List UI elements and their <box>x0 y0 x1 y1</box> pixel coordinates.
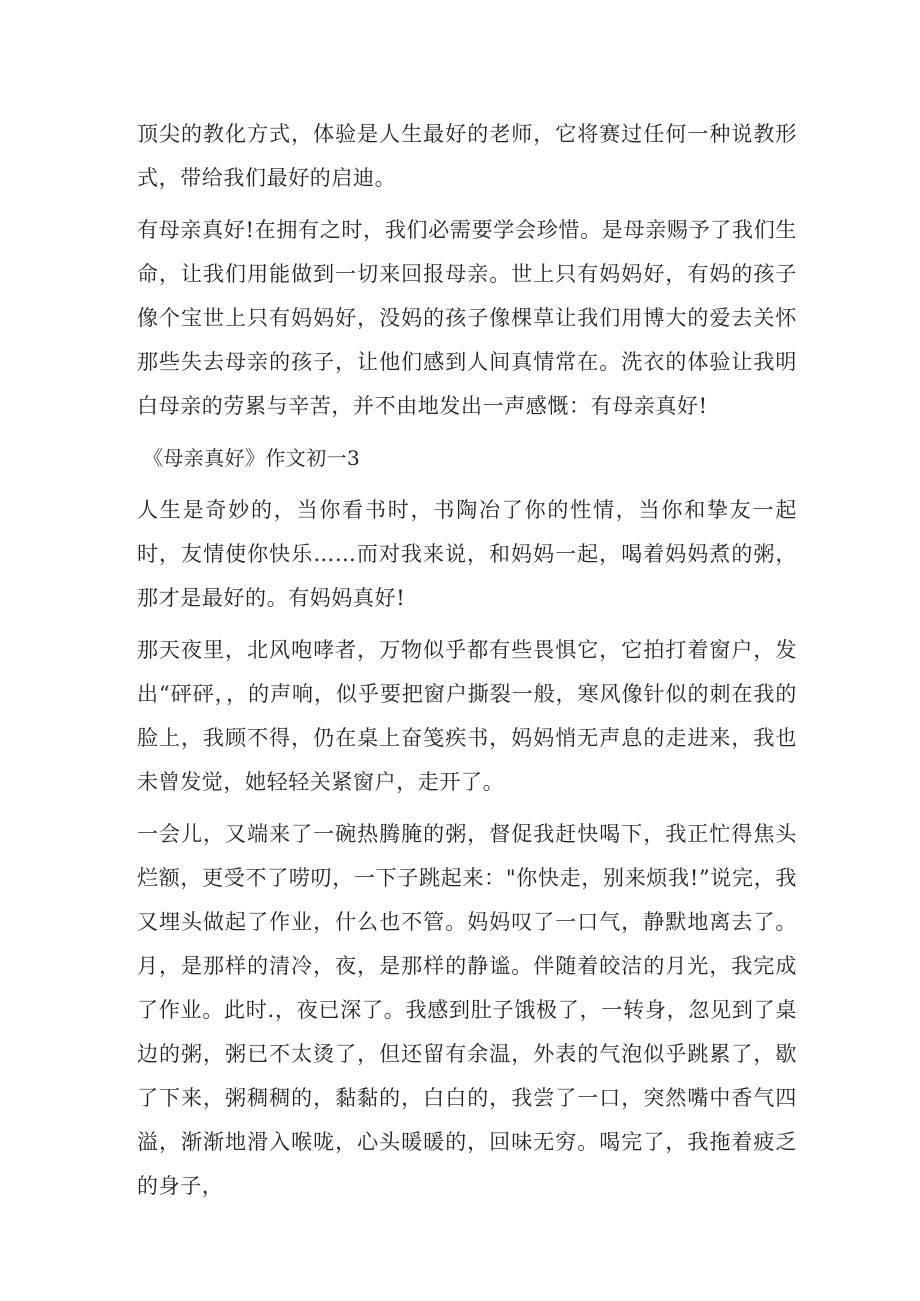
paragraph-3: 人生是奇妙的，当你看书时，书陶冶了你的性情，当你和挚友一起时，友情使你快乐……而对我来说，和妈妈一起，喝着妈妈煮的粥，那才是最好的。有妈妈真好! <box>137 498 797 610</box>
paragraph-2: 有母亲真好!在拥有之时，我们必需要学会珍惜。是母亲赐予了我们生命，让我们用能做到一切来回报母亲。世上只有妈妈好，有妈的孩子像个宝世上只有妈妈好，没妈的孩子像棵草让我们用博大的爱去关怀那些失去母亲的孩子，让他们感到人间真情常在。洗衣的体验让我明白母亲的劳累与辛苦，并不由地发出一声感慨：有母亲真好! <box>137 218 797 418</box>
paragraph-1: 顶尖的教化方式，体验是人生最好的老师，它将赛过任何一种说教形式，带给我们最好的启迪。 <box>137 122 797 190</box>
paragraph-4: 那天夜里，北风咆哮者，万物似乎都有些畏惧它，它拍打着窗户，发出“砰砰，，的声响，似乎要把窗户撕裂一般，寒风像针似的刺在我的脸上，我顾不得，仍在桌上奋笺疾书，妈妈悄无声息的走进来，我也未曾发觉，她轻轻关紧窗户，走开了。 <box>137 638 797 794</box>
paragraph-5: 一会儿，又端来了一碗热腾腌的粥，督促我赶快喝下，我正忙得焦头烂额，更受不了唠叨，一下子跳起来："你快走，别来烦我!”说完，我又埋头做起了作业，什么也不管。妈妈叹了一口气，静默地离去了。月，是那样的清冷，夜，是那样的静谧。伴随着皎洁的月光，我完成了作业。此时.，夜已深了。我感到肚子饿极了，一转身，忽见到了桌边的粥，粥已不太烫了，但还留有余温，外表的气泡似乎跳累了，歇了下来，粥稠稠的，黏黏的，白白的，我尝了一口，突然嘴中香气四溢，渐渐地滑入喉咙，心头暖暖的，回味无穷。喝完了，我拖着疲乏的身子， <box>137 822 797 1198</box>
document-body <box>137 112 797 1208</box>
essay-heading: 《母亲真好》作文初一3 <box>143 446 361 470</box>
